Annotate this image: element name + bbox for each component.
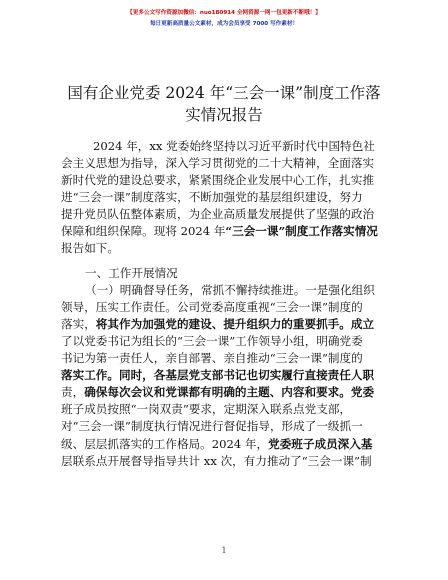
page-number: 1: [221, 546, 227, 555]
body-text: 班子成员按照“一岗双责”要求，定期深入联系点党支部，: [61, 402, 352, 417]
promo-banner-line-1: 【更多公文写作资源加微信：nuo180914 全网资源一网一包更新不断哦！】: [127, 10, 321, 16]
bold-text: 确保每次会议和党课都有明确的主题、内容和要求。党委: [84, 385, 375, 400]
body-text: 提升党员队伍整体素质，为企业高质量发展提供了坚强的政治: [61, 207, 375, 222]
body-text: 书记为第一责任人，亲自部署、亲自推动“三会一课”制度的: [61, 351, 363, 366]
paragraph-1-line: [61, 172, 374, 188]
paragraph-3-line: [61, 418, 363, 434]
body-text: 会主义思想为指导，深入学习贯彻党的二十大精神，全面落实: [61, 156, 375, 171]
paragraph-3-line: [61, 367, 374, 383]
paragraph-3-line: [85, 282, 375, 298]
bold-text: 党委班子成员深入基: [268, 436, 373, 451]
paragraph-1-line: [61, 240, 119, 256]
paragraph-3-line: [61, 453, 372, 469]
document-title-line-1: 国有企业党委 2024 年“三会一课”制度工作落: [67, 84, 381, 102]
bold-text: “三会一课”制度工作落实情况: [225, 224, 378, 239]
paragraph-1-line: [61, 223, 378, 239]
paragraph-1-line: [61, 155, 374, 171]
body-text: 保障和组织保障。现将 2024 年: [61, 224, 226, 239]
paragraph-2-line: [85, 265, 178, 281]
paragraph-3-line: [61, 401, 351, 417]
body-text: 进“三会一课”制度落实，不断加强党的基层组织建设，努力: [61, 190, 363, 205]
bold-text: 将其作为加强党的建设、提升组织力的重要抓手。成立: [95, 317, 375, 332]
body-text: 落实，: [61, 317, 96, 332]
paragraph-3-line: [61, 299, 363, 315]
bold-text: 落实工作。同时，各基层党支部书记也切实履行直接责任人职: [61, 368, 375, 383]
body-text: 一、工作开展情况: [85, 266, 178, 281]
paragraph-3-line: [61, 350, 363, 366]
body-text: 报告如下。: [61, 241, 119, 256]
body-text: 对“三会一课”制度执行情况进行督促指导，形成了一级抓一: [61, 419, 363, 434]
promo-banner-line-2: 每日更新高质量公文素材，成为会员享受 7000 写作素材！: [149, 21, 299, 27]
paragraph-3-line: [61, 333, 363, 349]
body-text: 级、层层抓落实的工作格局。2024 年，: [61, 436, 269, 451]
document-title-line-2: 实情况报告: [185, 106, 263, 124]
paragraph-1-line: [93, 138, 375, 154]
body-text: 层联系点开展督导指导共计 xx 次，有力推动了“三会一课”制: [61, 453, 372, 468]
body-text: 责，: [61, 385, 85, 400]
paragraph-3-line: [61, 316, 374, 332]
paragraph-1-line: [61, 206, 374, 222]
body-text: 2024 年，xx 党委始终坚持以习近平新时代中国特色社: [93, 139, 375, 153]
body-text: （一）明确督导任务，常抓不懈持续推进。一是强化组织: [85, 283, 375, 298]
paragraph-1-line: [61, 189, 363, 205]
body-text: 新时代党的建设总要求，紧紧围绕企业发展中心工作，扎实推: [61, 173, 375, 188]
paragraph-3-line: [61, 384, 374, 400]
body-text: 领导，压实工作责任。公司党委高度重视“三会一课”制度的: [61, 300, 363, 315]
body-text: 了以党委书记为组长的“三会一课”工作领导小组，明确党委: [61, 334, 363, 349]
paragraph-3-line: [61, 436, 372, 452]
